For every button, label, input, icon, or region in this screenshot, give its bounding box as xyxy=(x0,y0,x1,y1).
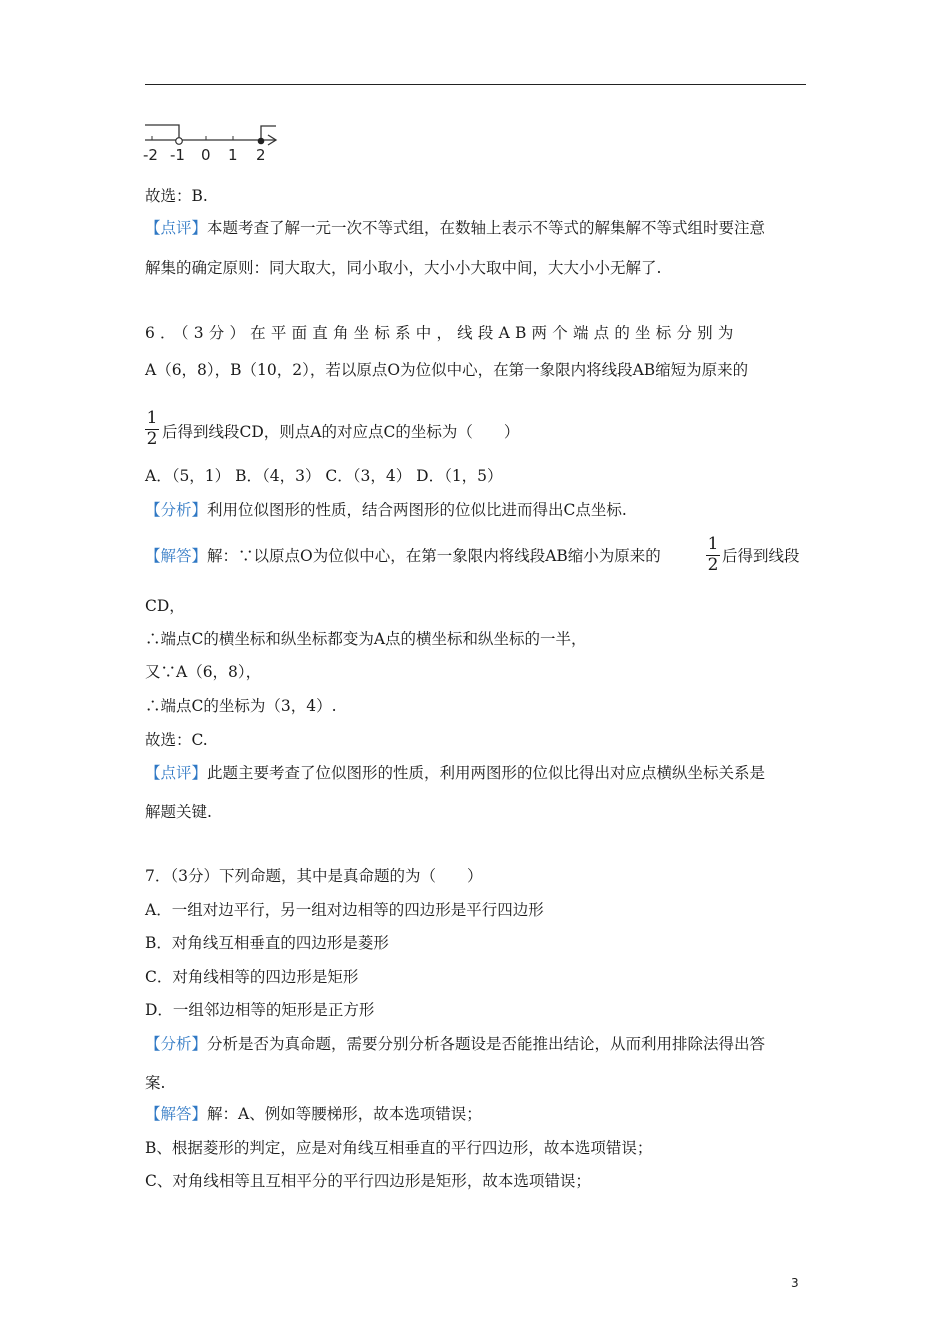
comment-tag: 【点评】 xyxy=(145,219,208,237)
tick-label: -1 xyxy=(170,146,185,164)
option-b: B．对角线互相垂直的四边形是菱形 xyxy=(145,934,389,952)
analysis-line: 案. xyxy=(145,1074,166,1092)
comment-line: 解题关键. xyxy=(145,803,212,821)
tick-label: 1 xyxy=(228,146,238,164)
option-a: A．一组对边平行，另一组对边相等的四边形是平行四边形 xyxy=(145,901,544,919)
tick-label: 0 xyxy=(201,146,211,164)
solution-line: 又∵A（6，8）， xyxy=(145,663,262,681)
solution-line: C、对角线相等且互相平分的平行四边形是矩形，故本选项错误； xyxy=(145,1172,591,1190)
page-number: 3 xyxy=(791,1276,799,1290)
solution-line: B、根据菱形的判定，应是对角线互相垂直的平行四边形，故本选项错误； xyxy=(145,1139,653,1157)
analysis-tag: 【分析】 xyxy=(145,1035,208,1053)
header-rule xyxy=(145,84,806,85)
tick-label: -2 xyxy=(143,146,158,164)
solution-line: 【解答】解：A、例如等腰梯形，故本选项错误； xyxy=(145,1105,482,1123)
analysis-line: 【分析】利用位似图形的性质，结合两图形的位似比进而得出C点坐标. xyxy=(145,501,627,519)
solution-line: CD， xyxy=(145,597,185,615)
analysis-line: 【分析】分析是否为真命题，需要分别分析各题设是否能推出结论，从而利用排除法得出答 xyxy=(145,1035,766,1053)
solution-line: ∴端点C的坐标为（3，4）. xyxy=(145,697,337,715)
question-6-line-3: 后得到线段CD，则点A的对应点C的坐标为（ ） xyxy=(162,423,520,441)
option-c: C．对角线相等的四边形是矩形 xyxy=(145,968,359,986)
question-6-line-1: 6．（3分）在平面直角坐标系中，线段AB两个端点的坐标分别为 xyxy=(145,324,739,342)
solution-tag: 【解答】 xyxy=(145,547,208,565)
solution-line: 【解答】解：∵以原点O为位似中心，在第一象限内将线段AB缩小为原来的 xyxy=(145,547,661,565)
comment-line: 解集的确定原则：同大取大，同小取小，大小小大取中间，大大小小无解了. xyxy=(145,259,662,277)
option-d: D．一组邻边相等的矩形是正方形 xyxy=(145,1001,375,1019)
tick-label: 2 xyxy=(256,146,266,164)
open-point xyxy=(176,138,183,145)
solution-line-tail: 后得到线段 xyxy=(722,547,800,565)
closed-point xyxy=(258,138,265,145)
number-line xyxy=(140,118,290,166)
answer-line: 故选：B. xyxy=(145,187,208,205)
analysis-tag: 【分析】 xyxy=(145,501,208,519)
fraction-one-half: 1 2 xyxy=(146,408,158,449)
comment-line: 【点评】本题考查了解一元一次不等式组，在数轴上表示不等式的解集解不等式组时要注意 xyxy=(145,219,766,237)
question-7: 7．（3分）下列命题，其中是真命题的为（ ） xyxy=(145,867,483,885)
solution-tag: 【解答】 xyxy=(145,1105,208,1123)
answer-line: 故选：C. xyxy=(145,731,208,749)
fraction-one-half: 1 2 xyxy=(707,534,719,575)
question-6-options: A．（5，1） B．（4，3） C．（3，4） D．（1，5） xyxy=(145,467,503,485)
question-6-line-2: A（6，8），B（10，2），若以原点O为位似中心，在第一象限内将线段AB缩短为原来的 xyxy=(145,361,749,379)
comment-line: 【点评】此题主要考查了位似图形的性质，利用两图形的位似比得出对应点横纵坐标关系是 xyxy=(145,764,766,782)
comment-tag: 【点评】 xyxy=(145,764,208,782)
solution-line: ∴端点C的横坐标和纵坐标都变为A点的横坐标和纵坐标的一半， xyxy=(145,630,587,648)
